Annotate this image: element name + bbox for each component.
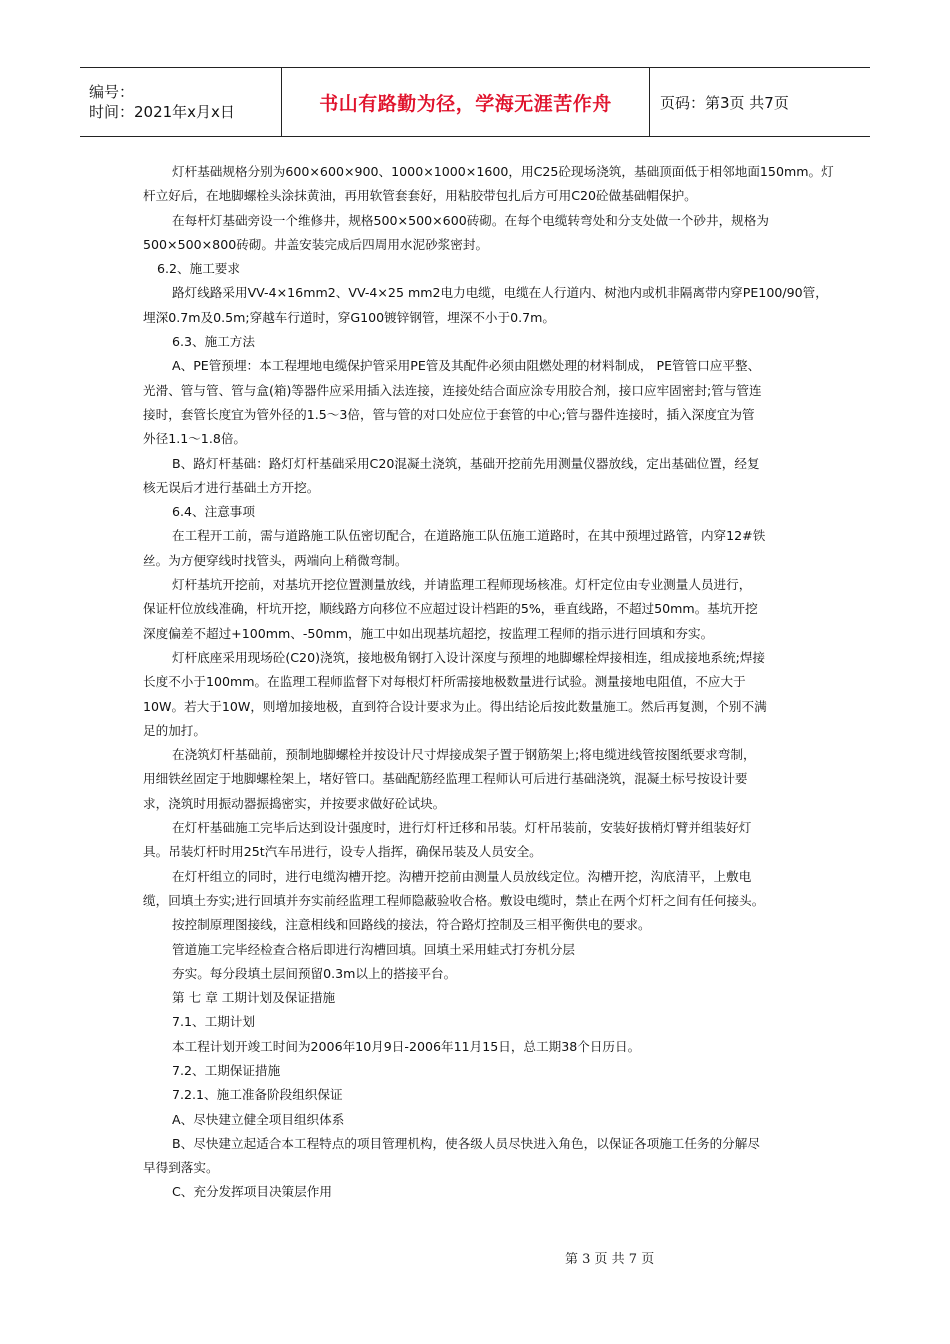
body-line: 在工程开工前，需与道路施工队伍密切配合，在道路施工队伍施工道路时，在其中预埋过路管，内穿12#铁 [172,528,766,544]
body-line: 7.2.1、施工准备阶段组织保证 [172,1087,343,1103]
body-line: 丝。为方便穿线时找管头，两端向上稍微弯制。 [143,552,408,568]
body-line: 接时，套管长度宜为管外径的1.5～3倍，管与管的对口处应位于套管的中心;管与器件连接时，插入深度宜为管 [143,406,755,422]
body-line: 6.4、注意事项 [172,504,255,520]
header-page-cell [650,68,870,136]
body-line: 10W。若大于10W，则增加接地极，直到符合设计要求为止。得出结论后按此数量施工。然后再复测，个别不满 [143,698,767,714]
body-line: 杆立好后，在地脚螺栓头涂抹黄油，再用软管套套好，用粘胶带包扎后方可用C20砼做基础帽保护。 [143,188,697,204]
body-line: 在每杆灯基础旁设一个维修井，规格500×500×600砖砌。在每个电缆转弯处和分支处做一个砂井，规格为 [172,212,769,228]
header-motto-cell [282,68,650,136]
header-page-number: 页码：第3页 共7页 [660,93,789,112]
body-line: B、路灯杆基础：路灯灯杆基础采用C20混凝土浇筑，基础开挖前先用测量仪器放线，定出基础位置，经复 [172,455,760,471]
body-line: 用细铁丝固定于地脚螺栓架上，堵好管口。基础配筋经监理工程师认可后进行基础浇筑，混凝土标号按设计要 [143,771,748,787]
body-line: 6.2、施工要求 [157,261,240,277]
body-line: 核无误后才进行基础土方开挖。 [143,479,320,495]
body-line: 本工程计划开竣工时间为2006年10月9日-2006年11月15日，总工期38个日历日。 [172,1038,641,1054]
body-line: 早得到落实。 [143,1160,219,1176]
body-line: 500×500×800砖砌。井盖安装完成后四周用水泥砂浆密封。 [143,236,489,252]
body-line: 缆，回填土夯实;进行回填并夯实前经监理工程师隐蔽验收合格。敷设电缆时，禁止在两个灯杆之间有任何接头。 [143,892,765,908]
body-line: 光滑、管与管、管与盒(箱)等器件应采用插入法连接，连接处结合面应涂专用胶合剂，接口应牢固密封;管与管连 [143,382,762,398]
body-line: C、充分发挥项目决策层作用 [172,1184,332,1200]
body-line: 灯杆基坑开挖前，对基坑开挖位置测量放线，并请监理工程师现场核准。灯杆定位由专业测量人员进行， [172,577,752,593]
body-line: 求，浇筑时用振动器振捣密实，并按要求做好砼试块。 [143,795,446,811]
body-line: 6.3、施工方法 [172,334,255,350]
body-line: B、尽快建立起适合本工程特点的项目管理机构，使各级人员尽快进入角色，以保证各项施工任务的分解尽 [172,1135,760,1151]
body-line: 管道施工完毕经检查合格后即进行沟槽回填。回填土采用蛙式打夯机分层 [172,941,575,957]
body-line: 按控制原理图接线，注意相线和回路线的接法，符合路灯控制及三相平衡供电的要求。 [172,917,651,933]
body-line: 长度不小于100mm。在监理工程师监督下对每根灯杆所需接地极数量进行试验。测量接地电阻值，不应大于 [143,674,746,690]
body-line: 灯杆底座采用现场砼(C20)浇筑，接地极角钢打入设计深度与预埋的地脚螺栓焊接相连，组成接地系统;焊接 [172,649,766,665]
page-footer: 第 3 页 共 7 页 [565,1252,655,1267]
header-motto: 书山有路勤为径，学海无涯苦作舟 [319,92,612,115]
body-line: 在浇筑灯杆基础前，预制地脚螺栓并按设计尺寸焊接成架子置于钢筋架上;将电缆进线管按图纸要求弯制， [172,747,756,763]
document-body [143,160,834,1205]
body-line: 埋深0.7m及0.5m;穿越车行道时，穿G100镀锌钢管，埋深不小于0.7m。 [143,309,555,325]
body-line: 7.1、工期计划 [172,1014,255,1030]
body-line: 7.2、工期保证措施 [172,1062,281,1078]
body-line: 第 七 章 工期计划及保证措施 [172,990,336,1006]
body-line: 外径1.1～1.8倍。 [143,431,247,447]
body-line: 具。吊装灯杆时用25t汽车吊进行，设专人指挥，确保吊装及人员安全。 [143,844,542,860]
body-line: 在灯杆组立的同时，进行电缆沟槽开挖。沟槽开挖前由测量人员放线定位。沟槽开挖，沟底清平，上敷电 [172,868,752,884]
document-time-label: 时间：2021年x月x日 [89,103,235,121]
body-line: 深度偏差不超过+100mm、-50mm，施工中如出现基坑超挖，按监理工程师的指示进行回填和夯实。 [143,625,714,641]
body-line: 足的加打。 [143,722,206,738]
body-line: A、尽快建立健全项目组织体系 [172,1111,345,1127]
document-number-label: 编号： [89,83,135,101]
body-line: 灯杆基础规格分别为600×600×900、1000×1000×1600，用C25砼现场浇筑，基础顶面低于相邻地面150mm。灯 [172,164,834,179]
header-left-cell [80,68,282,136]
body-line: A、PE管预埋：本工程埋地电缆保护管采用PE管及其配件必须由阻燃处理的材料制成， PE管管口应平整、 [172,358,761,374]
body-line: 保证杆位放线准确，杆坑开挖，顺线路方向移位不应超过设计档距的5%，垂直线路，不超过50mm。基坑开挖 [143,601,758,617]
body-line: 夯实。每分段填土层间预留0.3m以上的搭接平台。 [172,965,457,981]
body-line: 在灯杆基础施工完毕后达到设计强度时，进行灯杆迁移和吊装。灯杆吊装前，安装好拔梢灯臂并组装好灯 [172,820,752,836]
body-line: 路灯线路采用VV-4×16mm2、VV-4×25 mm2电力电缆，电缆在人行道内、树池内或机非隔离带内穿PE100/90管， [172,285,828,301]
page-header [80,67,870,137]
